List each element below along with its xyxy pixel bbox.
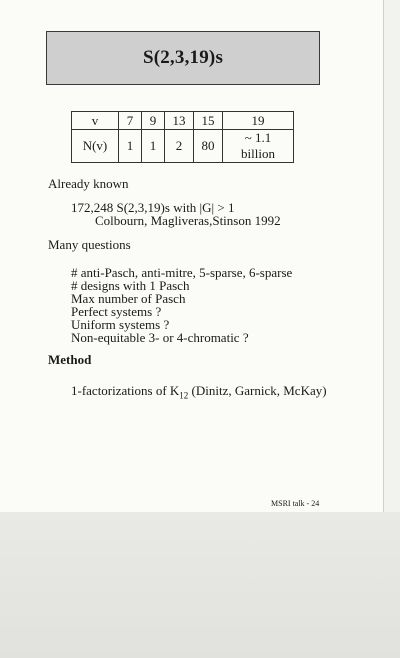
already-known-line1: 172,248 S(2,3,19)s with |G| > 1 bbox=[71, 200, 235, 215]
table-cell: 2 bbox=[165, 130, 194, 163]
table-cell: 13 bbox=[165, 112, 194, 130]
question-item: # anti-Pasch, anti-mitre, 5-sparse, 6-sparse bbox=[71, 265, 293, 280]
method-prefix: 1-factorizations of K bbox=[71, 383, 180, 398]
table-cell: 1 bbox=[119, 130, 142, 163]
many-questions-heading: Many questions bbox=[48, 237, 131, 252]
slide-footer: MSRI talk - 24 bbox=[271, 499, 320, 508]
table-cell: 1 bbox=[142, 130, 165, 163]
table-cell: ~ 1.1 billion bbox=[223, 130, 294, 163]
already-known-line2: Colbourn, Magliveras,Stinson 1992 bbox=[95, 213, 281, 228]
page-edge-strip bbox=[383, 0, 400, 512]
question-item: Max number of Pasch bbox=[71, 291, 186, 306]
table-cell: 15 bbox=[194, 112, 223, 130]
table-cell: 19 bbox=[223, 112, 294, 130]
method-subscript: 12 bbox=[179, 390, 189, 401]
table-cell: v bbox=[72, 112, 119, 130]
table-row-nv bbox=[72, 130, 294, 163]
question-item: # designs with 1 Pasch bbox=[71, 278, 190, 293]
method-suffix: (Dinitz, Garnick, McKay) bbox=[188, 383, 327, 398]
scan-background bbox=[0, 512, 400, 658]
already-known-heading: Already known bbox=[48, 176, 129, 191]
method-line bbox=[71, 383, 327, 404]
question-item: Perfect systems ? bbox=[71, 304, 162, 319]
question-item: Uniform systems ? bbox=[71, 317, 170, 332]
slide-title: S(2,3,19)s bbox=[142, 47, 224, 68]
title-box bbox=[46, 31, 320, 85]
table-cell: 9 bbox=[142, 112, 165, 130]
table-cell: N(v) bbox=[72, 130, 119, 163]
method-heading: Method bbox=[48, 352, 92, 367]
table-cell: 80 bbox=[194, 130, 223, 163]
question-item: Non-equitable 3- or 4-chromatic ? bbox=[71, 330, 249, 345]
table-row-v bbox=[72, 112, 294, 130]
count-table bbox=[71, 111, 294, 163]
table-cell: 7 bbox=[119, 112, 142, 130]
